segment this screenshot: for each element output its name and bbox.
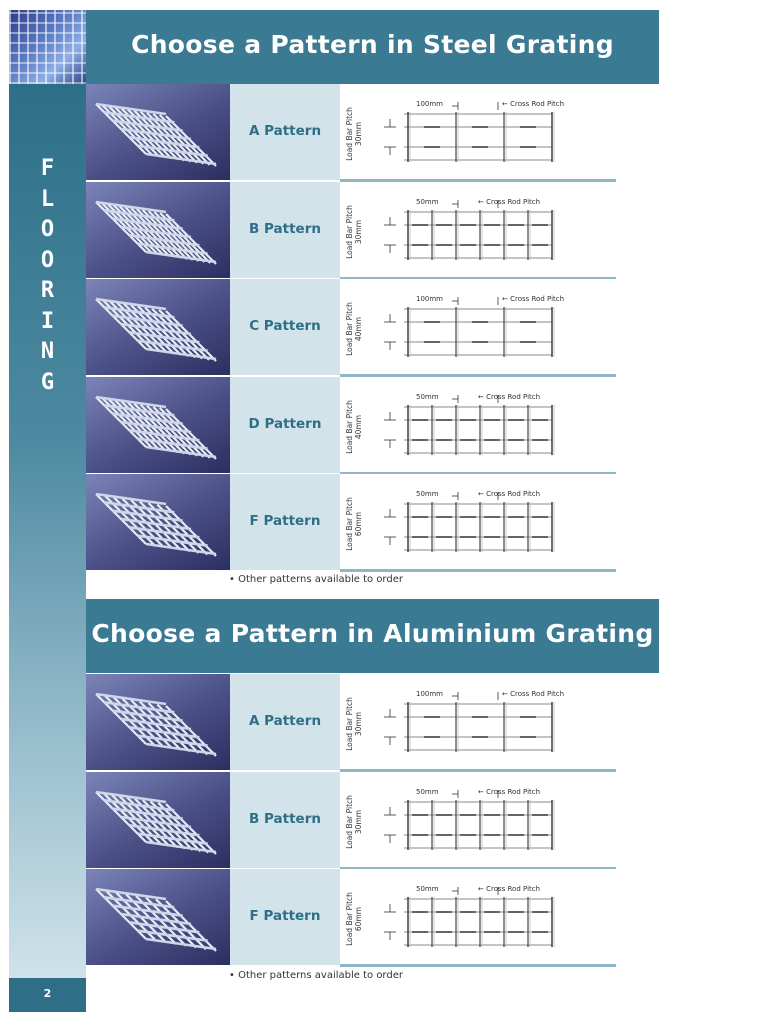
pattern-label-cell [230, 772, 340, 868]
cross-rod-pitch-label: ← Cross Rod Pitch [478, 787, 541, 796]
pattern-diagram [340, 474, 616, 570]
cross-pitch-value: 100mm [416, 100, 443, 108]
pattern-label: C Pattern [249, 318, 321, 334]
page-number: 2 [43, 987, 52, 1000]
pattern-label: A Pattern [248, 713, 322, 729]
pattern-diagram [340, 84, 616, 180]
cross-rod-pitch-label: ← Cross Rod Pitch [502, 690, 565, 698]
grating-photo [86, 474, 230, 570]
cross-rod-pitch-label: ← Cross Rod Pitch [478, 490, 541, 498]
load-bar-pitch-label: Load Bar Pitch 30mm [345, 697, 363, 751]
row-divider [340, 569, 616, 572]
load-bar-pitch-label: Load Bar Pitch 60mm [345, 892, 363, 946]
cross-pitch-value: 50mm [416, 787, 439, 796]
cross-pitch-value: 50mm [416, 490, 439, 498]
pattern-diagram [340, 869, 616, 965]
cross-rod-pitch-label: ← Cross Rod Pitch [478, 885, 541, 893]
pattern-row [86, 182, 616, 278]
pattern-row [86, 279, 616, 375]
aluminium-section-header [86, 599, 659, 673]
pattern-label: F Pattern [249, 513, 321, 529]
cross-rod-pitch-label: ← Cross Rod Pitch [478, 392, 541, 401]
aluminium-section-title: Choose a Pattern in Aluminium Grating [91, 619, 654, 648]
cross-pitch-value: 50mm [416, 197, 439, 206]
pattern-diagram [340, 377, 616, 473]
pattern-diagram [340, 182, 616, 278]
grating-photo [86, 772, 230, 868]
load-bar-pitch-label: Load Bar Pitch 40mm [345, 399, 363, 454]
cross-pitch-value: 100mm [416, 295, 443, 303]
grating-photo [86, 279, 230, 375]
sidebar-title: F L O O R I N G [40, 156, 55, 395]
pattern-label-cell [230, 377, 340, 473]
grating-photo [86, 84, 230, 180]
aluminium-note: • Other patterns available to order [229, 970, 403, 981]
pattern-label-cell [230, 182, 340, 278]
cross-rod-pitch-label: ← Cross Rod Pitch [478, 197, 541, 206]
cross-rod-pitch-label: ← Cross Rod Pitch [502, 295, 565, 303]
load-bar-pitch-label: Load Bar Pitch 30mm [345, 204, 363, 259]
load-bar-pitch-label: Load Bar Pitch 30mm [345, 107, 363, 161]
load-bar-pitch-label: Load Bar Pitch 30mm [345, 794, 363, 849]
grating-photo [86, 182, 230, 278]
pattern-diagram [340, 772, 616, 868]
pattern-label-cell [230, 84, 340, 180]
grating-photo [86, 377, 230, 473]
steel-note: • Other patterns available to order [229, 574, 403, 585]
cross-pitch-value: 50mm [416, 392, 439, 401]
pattern-label-cell [230, 474, 340, 570]
pattern-row [86, 869, 616, 965]
load-bar-pitch-label: Load Bar Pitch 40mm [345, 302, 363, 356]
pattern-label-cell [230, 869, 340, 965]
pattern-label-cell [230, 279, 340, 375]
cross-pitch-value: 50mm [416, 885, 439, 893]
pattern-diagram [340, 279, 616, 375]
grating-corner-image [9, 10, 86, 84]
pattern-label: B Pattern [249, 220, 321, 237]
pattern-diagram [340, 674, 616, 770]
pattern-label-cell [230, 674, 340, 770]
pattern-label: B Pattern [249, 810, 321, 827]
pattern-row [86, 377, 616, 473]
pattern-row [86, 772, 616, 868]
sidebar [9, 84, 86, 978]
pattern-label: F Pattern [249, 908, 321, 924]
pattern-row [86, 674, 616, 770]
steel-section-header [86, 10, 659, 84]
load-bar-pitch-label: Load Bar Pitch 60mm [345, 497, 363, 551]
row-divider [340, 964, 616, 967]
pattern-row [86, 84, 616, 180]
grating-photo [86, 674, 230, 770]
cross-rod-pitch-label: ← Cross Rod Pitch [502, 100, 565, 108]
pattern-label: D Pattern [248, 415, 322, 432]
pattern-label: A Pattern [248, 123, 322, 139]
cross-pitch-value: 100mm [416, 690, 443, 698]
grating-photo [86, 869, 230, 965]
steel-section-title: Choose a Pattern in Steel Grating [131, 30, 614, 59]
page-number-box [9, 978, 86, 1012]
pattern-row [86, 474, 616, 570]
